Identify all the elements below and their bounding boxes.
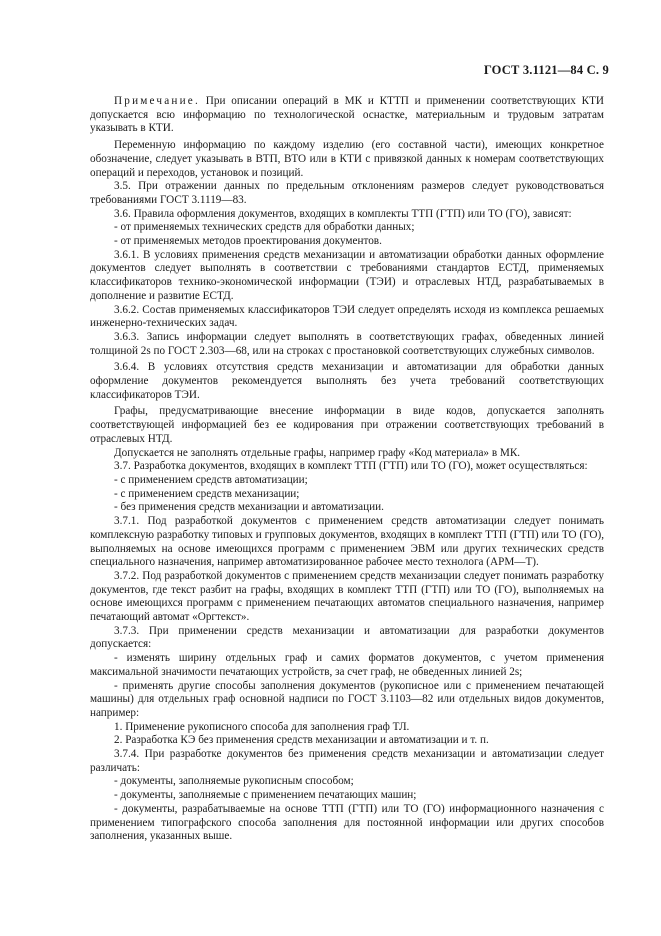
list-item: - без применения средств механизации и автоматизации. [114, 501, 384, 514]
list-item: - изменять ширину отдельных граф и самих форматов документов, с учетом применения максимальной значимости печатающих устройств, за счет граф, не обведенных линией 2s; [90, 652, 604, 678]
list-item: - с применением средств механизации; [114, 487, 300, 500]
numbered-item: 1. Применение рукописного способа для заполнения граф ТЛ. [114, 720, 410, 733]
paragraph: 3.6.2. Состав применяемых классификаторов ТЭИ следует определять исходя из комплекса решаемых инженерно-технических задач. [90, 303, 604, 330]
paragraph: 3.6. Правила оформления документов, входящих в комплекты ТТП (ГТП) или ТО (ГО), зависят: [114, 207, 572, 220]
paragraph: 3.7.3. При применении средств механизации и автоматизации для разработки документов допускается: [90, 624, 604, 651]
note-label: Примечание. [114, 95, 200, 107]
list-item: - от применяемых методов проектирования документов. [114, 235, 382, 248]
numbered-item: 2. Разработка КЭ без применения средств механизации и автоматизации и т. п. [114, 734, 489, 747]
list-item: - документы, заполняемые с применением печатающих машин; [114, 789, 417, 802]
list-item: - с применением средств автоматизации; [114, 473, 308, 486]
note-paragraph [90, 95, 604, 136]
paragraph: 3.7.2. Под разработкой документов с применением средств механизации следует понимать разработку документов, где текст разбит на графы, входящих в комплект ТТП (ГТП) или ТО (ГО), выполняемых на основе имеющихся программ с применением печатающих автоматов специального назначения, например печатающий автомат «Оргтекст». [90, 569, 604, 624]
paragraph: 3.7. Разработка документов, входящих в комплект ТТП (ГТП) или ТО (ГО), может осуществляться: [114, 460, 588, 473]
paragraph: Допускается не заполнять отдельные графы, например графу «Код материала» в МК. [114, 446, 521, 459]
note-text: При описании операций в МК и КТТП и применении соответствующих КТИ допускается всю информацию по технологической оснастке, материальным и трудовым затратам указывать в КТИ. [90, 95, 604, 135]
paragraph: 3.6.3. Запись информации следует выполнять в соответствующих графах, обведенных линией толщиной 2s по ГОСТ 2.303—68, или на строках с простановкой соответствующих служебных символов. [90, 330, 604, 357]
paragraph: 3.6.1. В условиях применения средств механизации и автоматизации обработки данных оформление документов следует выполнять в соответствии с требованиями стандартов ЕСТД, применяемых классификаторов технико-экономической информации (ТЭИ) и отраслевых НТД, разрабатываемых в дополнение и развитие ЕСТД. [90, 248, 604, 302]
paragraph: 3.7.4. При разработке документов без применения средств механизации и автоматизации следует различать: [90, 748, 604, 774]
paragraph: 3.7.1. Под разработкой документов с применением средств автоматизации следует понимать комплексную разработку типовых и групповых документов, входящих в комплект ТТП (ГТП) или ТО (ГО), выполняемых на основе имеющихся программ с применением ЭВМ или других технических средств специального назначения, например автоматизированное рабочее место технолога (АРМ—Т). [90, 515, 604, 569]
paragraph: Переменную информацию по каждому изделию (его составной части), имеющих конкретное обозначение, следует указывать в ВТП, ВТО или в КТИ с привязкой данных к номерам соответствующих операций и переходов, установок и позиций. [90, 139, 604, 179]
list-item: - документы, заполняемые рукописным способом; [114, 775, 354, 788]
paragraph: 3.6.4. В условиях отсутствия средств механизации и автоматизации для обработки данных оформление документов рекомендуется выполнять без учета требований соответствующих классификаторов ТЭИ. [90, 361, 604, 401]
page-header: ГОСТ 3.1121—84 С. 9 [483, 63, 609, 77]
paragraph: 3.5. При отражении данных по предельным отклонениям размеров следует руководствоваться требованиями ГОСТ 3.1119—83. [90, 180, 604, 206]
paragraph: Графы, предусматривающие внесение информации в виде кодов, допускается заполнять соответствующей информацией без ее кодирования при отражении соответствующих требований в отраслевых НТД. [90, 405, 604, 445]
document-body [90, 95, 604, 844]
list-item: - от применяемых технических средств для обработки данных; [114, 221, 415, 234]
list-item: - применять другие способы заполнения документов (рукописное или с применением печатающей машины) для отдельных граф основной надписи по ГОСТ 3.1103—82 или отдельных видов документов, например: [90, 679, 604, 719]
list-item: - документы, разрабатываемые на основе ТТП (ГТП) или ТО (ГО) информационного назначения с применением типографского способа заполнения для постоянной информации или других способов заполнения, указанных выше. [90, 802, 604, 843]
